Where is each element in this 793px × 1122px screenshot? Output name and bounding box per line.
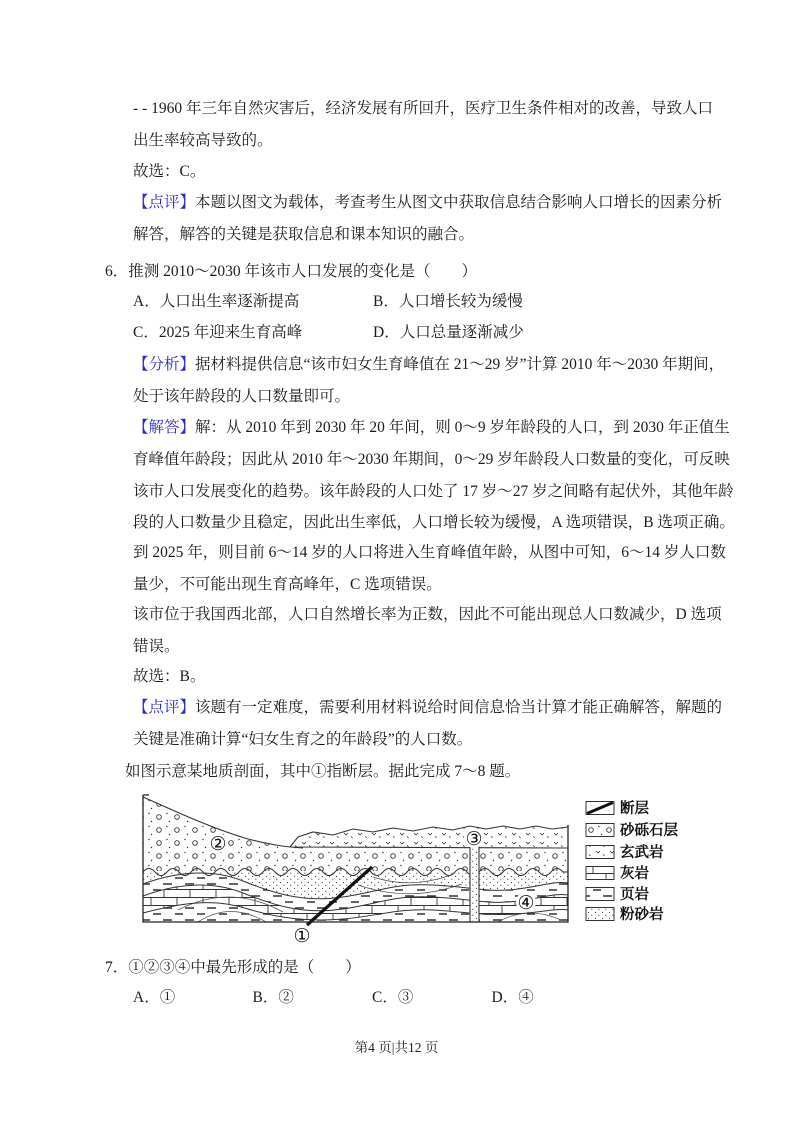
- answer-line: 段的人口数量少且稳定，因此出生率低，人口增长较为缓慢，A 选项错误，B 选项正确。: [133, 514, 735, 531]
- legend-row-fault: [586, 799, 649, 817]
- question-7-stem: ①②③④中最先形成的是（ ）: [128, 959, 361, 976]
- option-c: [372, 987, 492, 1008]
- option-text: 人口总量逐渐减少: [399, 324, 524, 341]
- figure-legend: [586, 799, 678, 923]
- analysis-line: [133, 354, 724, 375]
- analysis-line: 处于该年龄段的人口数量即可。: [133, 388, 351, 405]
- answer-line: 该市位于我国西北部，人口自然增长率为正数，因此不可能出现总人口数减少，D 选项: [133, 606, 722, 623]
- option-b: [253, 987, 373, 1008]
- comment-line: 关键是准确计算“妇女生育之的年龄段”的人口数。: [133, 731, 473, 748]
- answer-line: 该市人口发展变化的趋势。该年龄段的人口处了 17 岁～27 岁之间略有起伏外，其他年龄: [133, 483, 734, 500]
- question-7-options-row: [133, 987, 611, 1008]
- question-6: [105, 261, 477, 282]
- basalt-cap: [290, 826, 568, 848]
- option-text: ④: [518, 989, 534, 1006]
- legend-row-basalt: [586, 843, 664, 861]
- option-key: D．: [373, 324, 400, 341]
- figure-intro: 如图示意某地质剖面，其中①指断层。据此完成 7～8 题。: [125, 763, 521, 780]
- question-6-stem: 推测 2010～2030 年该市人口发展的变化是（ ）: [128, 263, 478, 280]
- analysis-label: 【分析】: [133, 356, 196, 373]
- legend-row-siltstone: [586, 905, 664, 923]
- legend-label: 玄武岩: [620, 845, 664, 861]
- option-text: 2025 年迎来生育高峰: [158, 324, 303, 341]
- question-7: [105, 957, 361, 978]
- legend-label: 灰岩: [620, 866, 649, 882]
- comment-label: 【点评】: [133, 194, 196, 211]
- marker-3: ③: [465, 828, 483, 850]
- prev-answer-line: - - 1960 年三年自然灾害后，经济发展有所回升，医疗卫生条件相对的改善，导致人口: [133, 100, 713, 117]
- comment-line: [133, 192, 722, 213]
- option-text: ③: [397, 989, 414, 1006]
- legend-row-gravel: [586, 821, 678, 839]
- question-6-number: 6．: [105, 263, 129, 280]
- question-6-options-row: [133, 322, 613, 343]
- option-key: B．: [252, 989, 279, 1006]
- comment-text: 该题有一定难度，需要利用材料说给时间信息恰当计算才能正确解答，解题的: [195, 699, 723, 716]
- option-d: [373, 322, 613, 343]
- question-7-number: 7．: [105, 959, 129, 976]
- legend-label: 页岩: [620, 887, 649, 903]
- question-6-options-row: [133, 291, 613, 312]
- answer-line: 错误。: [133, 638, 180, 655]
- legend-row-shale: [586, 885, 649, 903]
- option-key: C．: [372, 989, 398, 1006]
- folded-strata: [143, 863, 568, 922]
- answer-line: 量少，不可能出现生育高峰年，C 选项错误。: [133, 576, 442, 593]
- option-key: D．: [491, 989, 519, 1006]
- option-text: 人口增长较为缓慢: [398, 293, 523, 310]
- comment-line: [133, 697, 722, 718]
- option-key: C．: [133, 324, 159, 341]
- legend-row-limestone: [586, 864, 649, 882]
- answer-line: 育峰值年龄段；因此从 2010 年～2030 年期间，0～29 岁年龄段人口数量的变化，可反映: [133, 451, 730, 468]
- prev-answer-line: 出生率较高导致的。: [133, 132, 273, 149]
- analysis-text: 据材料提供信息“该市妇女生育峰值在 21～29 岁”计算 2010 年～2030 年期间，: [195, 356, 725, 373]
- option-text: ②: [278, 989, 294, 1006]
- option-text: ①: [159, 989, 176, 1006]
- marker-2: ②: [209, 833, 227, 855]
- answer-choice: 故选：B。: [133, 668, 206, 685]
- answer-line: 到 2025 年，则目前 6～14 岁的人口将进入生育峰值年龄，从图中可知，6～14 岁人口数: [133, 544, 726, 561]
- legend-label: 粉砂岩: [620, 907, 664, 923]
- page-footer: 第4 页|共12 页: [354, 1040, 439, 1055]
- option-text: 人口出生率逐渐提高: [159, 293, 300, 310]
- answer-label: 【解答】: [133, 419, 196, 436]
- comment-label: 【点评】: [133, 699, 196, 716]
- answer-line: [133, 417, 730, 438]
- comment-text: 本题以图文为载体，考查考生从图文中获取信息结合影响人口增长的因素分析: [195, 194, 723, 211]
- prev-answer-choice: 故选：C。: [133, 163, 206, 180]
- option-c: [133, 322, 373, 343]
- geology-figure: [118, 785, 703, 947]
- option-key: A．: [133, 293, 160, 310]
- option-a: [133, 987, 253, 1008]
- legend-label: 断层: [620, 801, 649, 817]
- option-d: [492, 987, 612, 1008]
- marker-4: ④: [517, 892, 535, 914]
- option-key: B．: [373, 293, 399, 310]
- marker-1: ①: [293, 925, 311, 947]
- option-key: A．: [133, 989, 160, 1006]
- geology-cross-section: [118, 785, 703, 947]
- option-b: [373, 291, 613, 312]
- comment-line: 解答，解答的关键是获取信息和课本知识的融合。: [133, 226, 475, 243]
- option-a: [133, 291, 373, 312]
- legend-label: 砂砾石层: [620, 823, 678, 839]
- answer-text: 解：从 2010 年到 2030 年 20 年间，则 0～9 岁年龄段的人口，到 2030 年正值生: [195, 419, 730, 436]
